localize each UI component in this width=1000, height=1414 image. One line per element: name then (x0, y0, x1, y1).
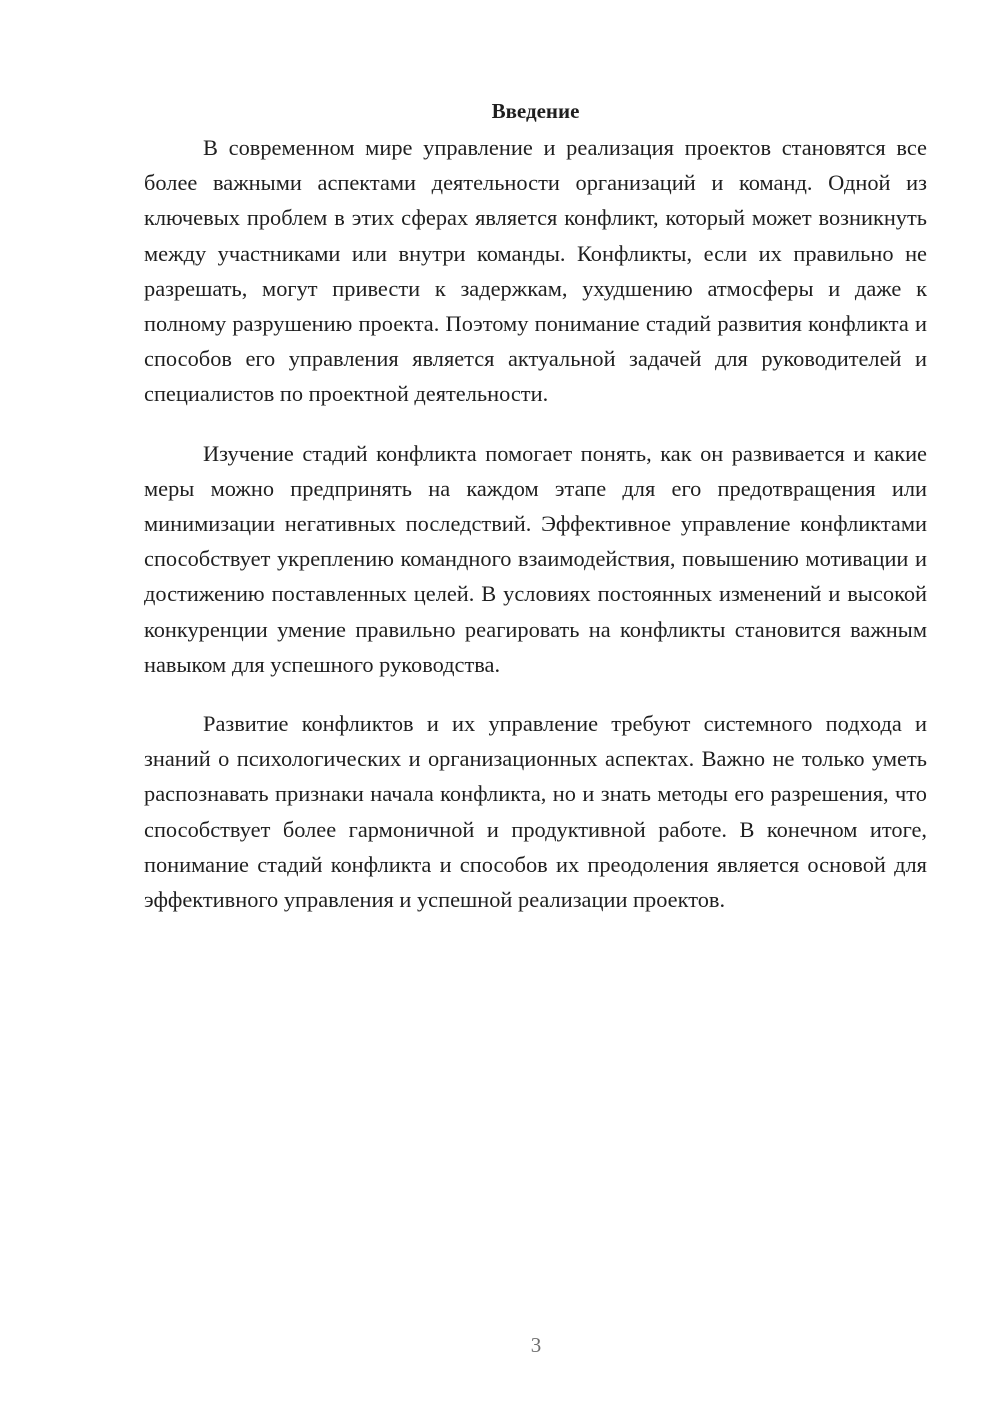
page-content (144, 96, 927, 941)
paragraph-2: Изучение стадий конфликта помогает понять, как он развивается и какие меры можно предпринять на каждом этапе для его предотвращения или минимизации негативных последствий. Эффективное управление конфликтами способствует укреплению командного взаимодействия, повышению мотивации и достижению поставленных целей. В условиях постоянных изменений и высокой конкуренции умение правильно реагировать на конфликты становится важным навыком для успешного руководства. (144, 440, 927, 677)
paragraph-3: Развитие конфликтов и их управление требуют системного подхода и знаний о психологических и организационных аспектах. Важно не только уметь распознавать признаки начала конфликта, но и знать методы его разрешения, что способствует более гармоничной и продуктивной работе. В конечном итоге, понимание стадий конфликта и способов их преодоления является основой для эффективного управления и успешной реализации проектов. (144, 711, 927, 913)
section-title: Введение (491, 99, 580, 123)
paragraph-1: В современном мире управление и реализация проектов становятся все более важными аспектами деятельности организаций и команд. Одной из ключевых проблем в этих сферах является конфликт, который может возникнуть между участниками или внутри команды. Конфликты, если их правильно не разрешать, могут привести к задержкам, ухудшению атмосферы и даже к полному разрушению проекта. Поэтому понимание стадий развития конфликта и способов его управления является актуальной задачей для руководителей и специалистов по проектной деятельности. (144, 135, 927, 407)
page-number: 3 (530, 1333, 542, 1357)
